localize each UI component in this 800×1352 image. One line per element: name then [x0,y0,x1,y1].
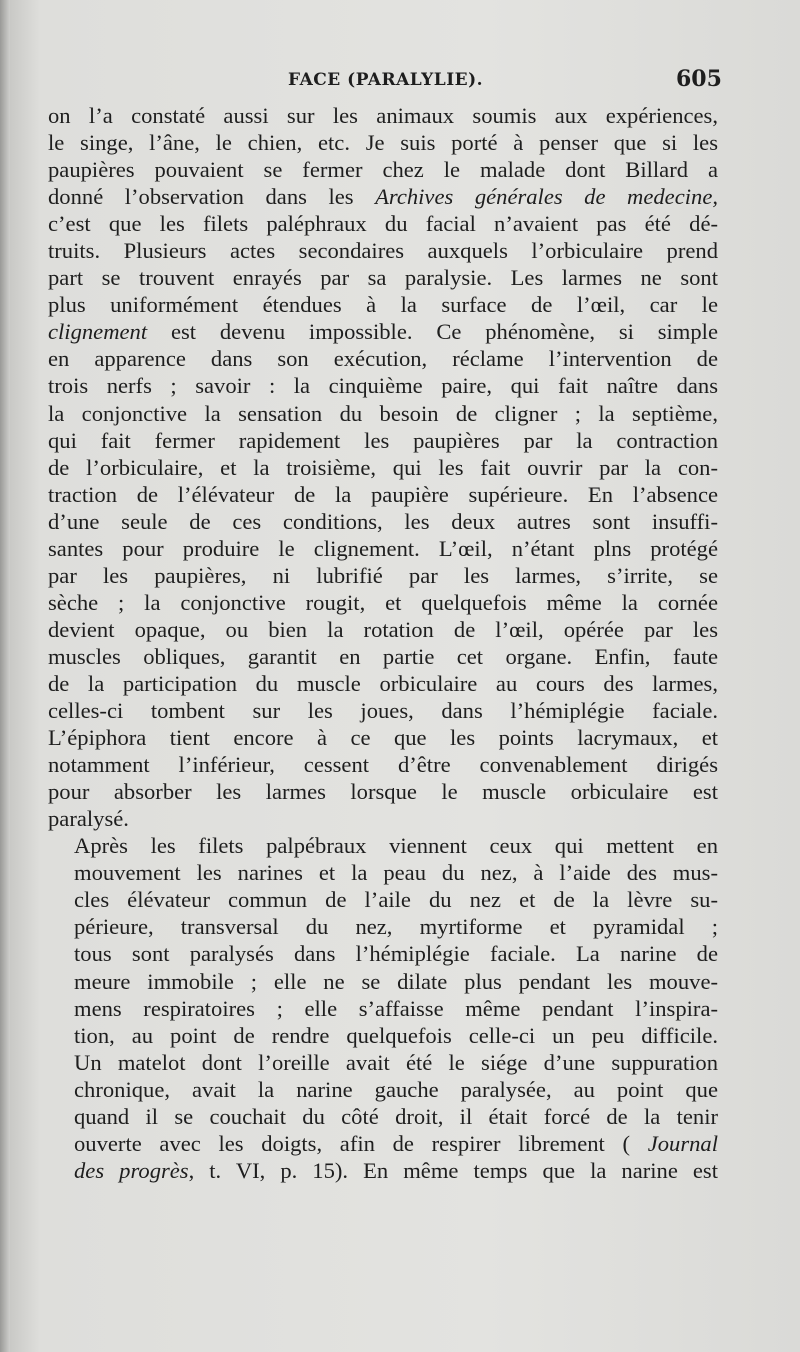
text-line: cles élévateur commun de l’aile du nez et de la lèvre su- [74,887,718,913]
text-line: L’épiphora tient encore à ce que les points lacrymaux, et [48,725,718,751]
text-line: le singe, l’âne, le chien, etc. Je suis porté à penser que si les [48,130,718,156]
text-line: mouvement les narines et la peau du nez, à l’aide des mus- [74,860,718,886]
paragraph-2 [48,832,718,1184]
text-line: quand il se couchait du côté droit, il était forcé de la tenir [74,1103,718,1129]
text-line: notamment l’inférieur, cessent d’être convenablement dirigés [48,752,718,778]
text-line: on l’a constaté aussi sur les animaux soumis aux expériences, [48,103,718,128]
italic-title: des progrès [74,1157,189,1183]
text-line: mens respiratoires ; elle s’affaisse même pendant l’inspira- [74,995,718,1021]
text-line: la conjonctive la sensation du besoin de cligner ; la septième, [48,400,718,426]
text-run: , t. VI, p. 15). En même temps que la narine est [188,1157,718,1183]
text-line: muscles obliques, garantit en partie cet organe. Enfin, faute [48,643,718,669]
text-line: Après les filets palpébraux viennent ceux qui mettent en [74,833,718,859]
body-text [48,102,718,1184]
text-line [48,1130,718,1157]
text-line: paralysé. [48,806,129,832]
text-line: par les paupières, ni lubrifié par les larmes, s’irrite, se [48,562,718,588]
text-line: plus uniformément étendues à la surface de l’œil, car le [48,292,718,318]
text-run: est devenu impossible. Ce phénomène, si simple [147,319,718,345]
text-line: trois nerfs ; savoir : la cinquième paire, qui fait naître dans [48,373,718,399]
text-line: sèche ; la conjonctive rougit, et quelquefois même la cornée [48,589,718,615]
text-line: tion, au point de rendre quelquefois celle-ci un peu difficile. [74,1022,718,1048]
book-gutter [0,0,10,1352]
text-line: truits. Plusieurs actes secondaires auxquels l’orbiculaire prend [48,238,718,264]
page-number: 605 [676,66,722,92]
text-line: pour absorber les larmes lorsque le muscle orbiculaire est [48,779,718,805]
text-line [48,1157,718,1184]
page-header [0,66,800,96]
text-line: qui fait fermer rapidement les paupières par la contraction [48,427,718,453]
text-line: d’une seule de ces conditions, les deux autres sont insuffi- [48,508,718,534]
text-line: traction de l’élévateur de la paupière supérieure. En l’absence [48,481,718,507]
italic-term: clignement [48,319,148,345]
text-line: devient opaque, ou bien la rotation de l’œil, opérée par les [48,616,718,642]
italic-title: Journal [647,1130,718,1156]
text-line: c’est que les filets paléphraux du facial n’avaient pas été dé- [48,211,718,237]
text-line: tous sont paralysés dans l’hémiplégie faciale. La narine de [74,941,718,967]
text-line: part se trouvent enrayés par sa paralysie. Les larmes ne sont [48,265,718,291]
text-line: celles-ci tombent sur les joues, dans l’hémiplégie faciale. [48,698,718,724]
running-head: FACE (PARALYLIE). [288,70,484,90]
text-line: périeure, transversal du nez, myrtiforme et pyramidal ; [74,914,718,940]
text-run: donné l’observation dans les [48,184,376,210]
text-run: ouverte avec les doigts, afin de respirer librement ( [74,1130,648,1156]
italic-title: Archives générales de medecine, [375,184,718,210]
text-line: de la participation du muscle orbiculaire au cours des larmes, [48,670,718,696]
text-line [48,183,718,210]
paragraph-1 [48,102,718,832]
text-line: en apparence dans son exécution, réclame l’intervention de [48,346,718,372]
text-line: de l’orbiculaire, et la troisième, qui les fait ouvrir par la con- [48,454,718,480]
text-line: paupières pouvaient se fermer chez le malade dont Billard a [48,157,718,183]
text-line: meure immobile ; elle ne se dilate plus pendant les mouve- [74,968,718,994]
text-line: chronique, avait la narine gauche paralysée, au point que [74,1076,718,1102]
text-line [48,318,718,345]
text-line: santes pour produire le clignement. L’œil, n’étant plns protégé [48,535,718,561]
text-line: Un matelot dont l’oreille avait été le siége d’une suppuration [74,1049,718,1075]
